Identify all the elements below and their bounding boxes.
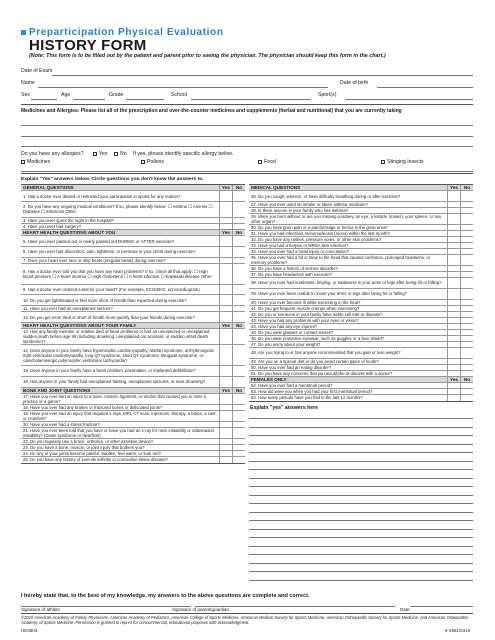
question-text: 14. Does anyone in your family have hypertrophic cardiomyopathy, Marfan syndrome, arrhythmogenic right ventricular cardiomyopathy, long QT syndrome, short QT syndrome, Brugada syndrome, or catecholaminergic polymorphic ventricular tachycardia? bbox=[23, 347, 215, 363]
no-column-header: No bbox=[232, 388, 245, 393]
yes-answer-cell[interactable] bbox=[447, 231, 460, 236]
date-of-exam-label: Date of Exam bbox=[21, 68, 53, 74]
yes-answer-cell[interactable] bbox=[447, 342, 460, 347]
yes-answer-cell[interactable] bbox=[219, 405, 232, 410]
yes-answer-cell[interactable] bbox=[219, 439, 232, 444]
no-answer-cell[interactable] bbox=[460, 208, 473, 213]
explain-line[interactable] bbox=[249, 478, 473, 479]
no-answer-cell[interactable] bbox=[232, 306, 245, 311]
yes-answer-cell[interactable] bbox=[219, 202, 232, 217]
allergies-yes-checkbox[interactable] bbox=[93, 152, 97, 156]
allergy-option-food[interactable] bbox=[258, 159, 276, 165]
question-text: 15. Does anyone in your family have a heart problem, pacemaker, or implanted defibrillator? bbox=[23, 368, 196, 374]
no-answer-cell[interactable] bbox=[460, 289, 473, 299]
question-text: 19. Have you ever had an injury that required x-rays, MRI, CT scan, injections, therapy, a brace, a cast, or crutches? bbox=[23, 410, 217, 421]
explain-line[interactable] bbox=[249, 435, 473, 436]
sports-label: Sport(s) bbox=[318, 92, 337, 98]
question-row bbox=[21, 377, 245, 388]
explain-line[interactable] bbox=[249, 512, 473, 513]
question-text: 7. Does your heart ever race or skip beats (irregular beats) during exercise? bbox=[23, 257, 166, 263]
medicines-section bbox=[21, 104, 473, 174]
no-answer-cell[interactable] bbox=[232, 224, 245, 229]
question-text: 32. Do you have any rashes, pressure sores, or other skin problems? bbox=[251, 236, 382, 242]
question-text: 31. Have you had infectious mononucleosis (mono) within the last month? bbox=[251, 230, 390, 236]
section-title: BONE AND JOINT QUESTIONS bbox=[23, 387, 91, 393]
no-answer-cell[interactable] bbox=[232, 236, 245, 246]
footer-divider bbox=[21, 613, 473, 614]
allergy-option-pollens[interactable] bbox=[141, 159, 164, 165]
form-note: (Note: This form is to be filled out by the patient and parent prior to seeing the physician. The physician should keep this form in the chart.) bbox=[29, 53, 386, 59]
no-answer-cell[interactable] bbox=[232, 422, 245, 427]
date-of-exam-field[interactable] bbox=[52, 75, 473, 76]
question-row bbox=[249, 191, 473, 202]
question-text: 36. Do you have a history of seizure disorder? bbox=[251, 265, 338, 271]
question-text: 21. Have you ever been told that you have or have you had an x-ray for neck instability or atlantoaxial instability? (Down syndrome or dwarfism) bbox=[23, 427, 214, 438]
no-answer-cell[interactable] bbox=[232, 312, 245, 322]
yes-answer-cell[interactable] bbox=[447, 306, 460, 311]
form-subtitle: Preparticipation Physical Evaluation bbox=[29, 27, 224, 38]
question-text: 4. Have you ever had surgery? bbox=[23, 223, 82, 229]
yes-answer-cell[interactable] bbox=[219, 345, 232, 365]
sex-label: Sex bbox=[21, 92, 30, 98]
question-row bbox=[21, 411, 245, 422]
yes-answer-cell[interactable] bbox=[219, 218, 232, 223]
right-questions-table bbox=[249, 184, 473, 402]
yes-answer-cell[interactable] bbox=[219, 329, 232, 344]
no-answer-cell[interactable] bbox=[460, 395, 473, 401]
explain-line[interactable] bbox=[249, 486, 473, 487]
question-text: 52. Have you ever had a menstrual period? bbox=[251, 382, 333, 388]
yes-answer-cell[interactable] bbox=[219, 285, 232, 295]
no-answer-cell[interactable] bbox=[460, 237, 473, 242]
age-field[interactable] bbox=[73, 99, 105, 100]
question-text: 8. Has a doctor ever told you that you have any heart problems? If so, check all that apply: ☐ High blood pressure ☐ A heart murmur ☐ High cholesterol ☐ A heart infection ☐ Kawasaki disease Other: bbox=[23, 268, 213, 279]
allergy-medicines-checkbox[interactable] bbox=[21, 160, 25, 164]
no-answer-cell[interactable] bbox=[460, 214, 473, 224]
yes-answer-cell[interactable] bbox=[219, 428, 232, 438]
form-code-right: 9-2681/0410 bbox=[445, 628, 471, 633]
school-label: School bbox=[171, 92, 187, 98]
explain-line[interactable] bbox=[249, 427, 473, 428]
question-text: 37. Do you have headaches with exercise? bbox=[251, 271, 333, 277]
question-row bbox=[21, 236, 245, 247]
question-text: 40. Have you ever become ill while exercising in the heat? bbox=[251, 299, 361, 305]
no-answer-cell[interactable] bbox=[232, 439, 245, 444]
question-text: 45. Do you wear glasses or contact lenses? bbox=[251, 329, 334, 335]
question-text: 49. Are you on a special diet or do you avoid certain types of foods? bbox=[251, 358, 379, 364]
grade-field[interactable] bbox=[126, 99, 164, 100]
yes-answer-cell[interactable] bbox=[447, 255, 460, 265]
no-answer-cell[interactable] bbox=[460, 383, 473, 388]
question-text: 33. Have you had a herpes or MRSA skin infection? bbox=[251, 242, 349, 248]
no-answer-cell[interactable] bbox=[232, 366, 245, 376]
no-answer-cell[interactable] bbox=[460, 342, 473, 347]
yes-answer-cell[interactable] bbox=[447, 202, 460, 207]
no-answer-cell[interactable] bbox=[460, 306, 473, 311]
question-row bbox=[21, 285, 245, 296]
yes-answer-cell[interactable] bbox=[219, 394, 232, 404]
yes-column-header: Yes bbox=[219, 185, 232, 190]
question-text: 50. Have you ever had an eating disorder? bbox=[251, 364, 332, 370]
no-answer-cell[interactable] bbox=[232, 377, 245, 387]
question-row bbox=[249, 289, 473, 300]
no-answer-cell[interactable] bbox=[232, 445, 245, 450]
question-text: 20. Have you ever had a stress fracture? bbox=[23, 421, 100, 427]
question-text: 47. Do you worry about your weight? bbox=[251, 341, 321, 347]
question-row bbox=[21, 345, 245, 366]
no-answer-cell[interactable] bbox=[232, 202, 245, 217]
question-text: 48. Are you trying to or has anyone recommended that you gain or lose weight? bbox=[251, 350, 401, 356]
allergy-option-insects[interactable] bbox=[381, 159, 424, 165]
explain-line[interactable] bbox=[249, 546, 473, 547]
no-answer-cell[interactable] bbox=[232, 247, 245, 257]
question-text: 44. Have you had any eye injuries? bbox=[251, 323, 318, 329]
school-field[interactable] bbox=[191, 99, 311, 100]
question-row bbox=[21, 247, 245, 258]
no-answer-cell[interactable] bbox=[460, 365, 473, 370]
allergies-no-label: No bbox=[120, 151, 127, 157]
yes-answer-cell[interactable] bbox=[447, 208, 460, 213]
explain-line[interactable] bbox=[249, 554, 473, 555]
question-text: 24. Do any of your joints become painful, swollen, feel warm, or look red? bbox=[23, 450, 161, 456]
no-answer-cell[interactable] bbox=[232, 451, 245, 456]
no-answer-cell[interactable] bbox=[460, 300, 473, 305]
yes-answer-cell[interactable] bbox=[219, 422, 232, 427]
question-text: 27. Have you ever used an inhaler or taken asthma medicine? bbox=[251, 202, 368, 208]
question-text: 53. How old were you when you had your first menstrual period? bbox=[251, 388, 373, 394]
question-row bbox=[249, 255, 473, 266]
form-title: HISTORY FORM bbox=[29, 37, 147, 54]
instructions: Explain "Yes" answers below. Circle questions you don't know the answers to. bbox=[21, 177, 204, 182]
allergies-question: Do you have any allergies? bbox=[21, 151, 84, 157]
question-row bbox=[249, 348, 473, 359]
explain-line[interactable] bbox=[249, 495, 473, 496]
question-row bbox=[21, 428, 245, 439]
no-answer-cell[interactable] bbox=[232, 258, 245, 263]
yes-answer-cell[interactable] bbox=[219, 451, 232, 456]
no-answer-cell[interactable] bbox=[460, 266, 473, 271]
question-text: 35. Have you ever had a hit or blow to the head that caused confusion, prolonged headache, or memory problems? bbox=[251, 254, 431, 265]
no-answer-cell[interactable] bbox=[460, 371, 473, 376]
question-text: 3. Have you ever spent the night in the hospital? bbox=[23, 217, 114, 223]
question-row bbox=[21, 264, 245, 285]
yes-answer-cell[interactable] bbox=[447, 272, 460, 277]
question-row bbox=[21, 394, 245, 405]
yes-answer-cell[interactable] bbox=[447, 191, 460, 201]
question-text: 38. Have you ever had numbness, tingling, or weakness in your arms or legs after being hit or falling? bbox=[251, 280, 442, 286]
yes-answer-cell[interactable] bbox=[447, 371, 460, 376]
yes-answer-cell[interactable] bbox=[447, 365, 460, 370]
name-label: Name bbox=[21, 80, 35, 86]
yes-answer-cell[interactable] bbox=[447, 300, 460, 305]
allergies-line[interactable] bbox=[21, 171, 473, 172]
yes-answer-cell[interactable] bbox=[219, 236, 232, 246]
question-text: 2. Do you have any ongoing medical conditions? If so, please identify below: ☐ Asthma ☐ Anemia ☐ Diabetes ☐ Infections Other: bbox=[23, 204, 213, 215]
yes-answer-cell[interactable] bbox=[447, 330, 460, 335]
question-row bbox=[249, 395, 473, 401]
question-text: 18. Have you ever had any broken or fractured bones or dislocated joints? bbox=[23, 404, 163, 410]
allergy-option-medicines[interactable] bbox=[21, 159, 50, 165]
no-answer-cell[interactable] bbox=[460, 191, 473, 201]
sports-field[interactable] bbox=[345, 99, 473, 100]
no-answer-cell[interactable] bbox=[232, 191, 245, 201]
explain-line[interactable] bbox=[249, 418, 473, 419]
yes-answer-cell[interactable] bbox=[219, 191, 232, 201]
yes-answer-cell[interactable] bbox=[447, 389, 460, 394]
no-column-header: No bbox=[460, 185, 473, 190]
yes-answer-cell[interactable] bbox=[447, 348, 460, 358]
explain-line[interactable] bbox=[249, 520, 473, 521]
no-answer-cell[interactable] bbox=[460, 324, 473, 329]
question-row bbox=[21, 191, 245, 202]
question-row bbox=[21, 366, 245, 377]
age-label: Age bbox=[61, 92, 71, 98]
no-answer-cell[interactable] bbox=[232, 457, 245, 463]
yes-answer-cell[interactable] bbox=[447, 324, 460, 329]
allergy-food-checkbox[interactable] bbox=[258, 160, 262, 164]
yes-answer-cell[interactable] bbox=[219, 377, 232, 387]
explain-line[interactable] bbox=[249, 503, 473, 504]
allergy-pollens-label: Pollens bbox=[147, 159, 165, 165]
question-text: 29. Were you born without or are you missing a kidney, an eye, a testicle (males), your spleen, or any other organ? bbox=[251, 214, 442, 225]
no-column-header: No bbox=[232, 323, 245, 328]
no-column-header: No bbox=[232, 185, 245, 190]
question-text: 11. Have you ever had an unexplained seizure? bbox=[23, 306, 113, 312]
yes-answer-cell[interactable] bbox=[219, 295, 232, 305]
yes-answer-cell[interactable] bbox=[447, 383, 460, 388]
allergies-identify: If yes, please identify specific allergy below. bbox=[133, 151, 234, 157]
section-title: HEART HEALTH QUESTIONS ABOUT YOUR FAMILY bbox=[23, 323, 137, 329]
no-answer-cell[interactable] bbox=[232, 411, 245, 421]
no-answer-cell[interactable] bbox=[460, 348, 473, 358]
question-text: 28. Is there anyone in your family who has asthma? bbox=[251, 208, 349, 214]
date-label: Date bbox=[400, 607, 410, 612]
medicines-prompt: Medicines and Allergies: Please list all of the prescription and over-the-counter medicines and supplements (herbal and nutritional) that you are currently taking bbox=[21, 108, 402, 114]
allergies-yes[interactable] bbox=[93, 151, 107, 157]
yes-answer-cell[interactable] bbox=[447, 395, 460, 401]
yes-column-header: Yes bbox=[219, 230, 232, 235]
yes-answer-cell[interactable] bbox=[447, 243, 460, 248]
no-answer-cell[interactable] bbox=[460, 272, 473, 277]
question-row bbox=[21, 312, 245, 323]
no-answer-cell[interactable] bbox=[460, 336, 473, 341]
question-text: 42. Do you or someone in your family have sickle cell trait or disease? bbox=[251, 311, 383, 317]
question-row bbox=[21, 329, 245, 345]
explain-line[interactable] bbox=[249, 444, 473, 445]
certification-statement: I hereby state that, to the best of my knowledge, my answers to the above questions are complete and correct. bbox=[21, 593, 310, 599]
yes-answer-cell[interactable] bbox=[219, 312, 232, 322]
medicines-line-2[interactable] bbox=[21, 136, 473, 137]
no-column-header: No bbox=[232, 230, 245, 235]
explain-line[interactable] bbox=[249, 469, 473, 470]
question-row bbox=[21, 202, 245, 218]
no-column-header: No bbox=[460, 377, 473, 382]
question-text: 54. How many periods have you had in the last 12 months? bbox=[251, 395, 363, 401]
dob-label: Date of birth bbox=[340, 80, 369, 86]
allergy-food-label: Food bbox=[264, 159, 276, 165]
no-answer-cell[interactable] bbox=[232, 428, 245, 438]
explain-line[interactable] bbox=[249, 571, 473, 572]
yes-answer-cell[interactable] bbox=[447, 289, 460, 299]
yes-answer-cell[interactable] bbox=[447, 312, 460, 317]
question-row bbox=[21, 295, 245, 306]
question-text: 26. Do you cough, wheeze, or have difficulty breathing during or after exercise? bbox=[251, 193, 401, 199]
yes-column-header: Yes bbox=[219, 323, 232, 328]
explain-line[interactable] bbox=[249, 529, 473, 530]
question-text: 1. Has a doctor ever denied or restricted your participation in sports for any reason? bbox=[23, 193, 181, 199]
allergy-pollens-checkbox[interactable] bbox=[141, 160, 145, 164]
parent-signature-label: Signature of parent/guardian bbox=[172, 607, 230, 612]
question-text: 25. Do you have any history of juvenile arthritis or connective tissue disease? bbox=[23, 457, 169, 463]
date-field[interactable] bbox=[410, 606, 473, 607]
question-text: 46. Do you wear protective eyewear, such as goggles or a face shield? bbox=[251, 335, 385, 341]
allergy-insects-checkbox[interactable] bbox=[381, 160, 385, 164]
copyright-footer: ©2010 American Academy of Family Physicians, American Academy of Pediatrics, American College of Sports Medicine, American Medical Society for Sports Medicine, American Orthopaedic Society for Sports Medicine, and American Osteopathic Academy of Sports Medicine. Permission is granted to reprint for noncommercial, educational purposes with acknowledgment. bbox=[21, 615, 469, 625]
header-accent-square bbox=[21, 30, 26, 35]
question-text: 41. Do you get frequent muscle cramps when exercising? bbox=[251, 305, 360, 311]
explain-line[interactable] bbox=[249, 580, 473, 581]
section-title: HEART HEALTH QUESTIONS ABOUT YOU bbox=[23, 229, 116, 235]
question-text: 30. Do you have groin pain or a painful bulge or hernia in the groin area? bbox=[251, 224, 388, 230]
yes-column-header: Yes bbox=[447, 185, 460, 190]
no-answer-cell[interactable] bbox=[460, 202, 473, 207]
athlete-signature-label: Signature of athlete bbox=[21, 607, 61, 612]
question-text: 10. Do you get lightheaded or feel more short of breath than expected during exercise? bbox=[23, 297, 187, 303]
no-answer-cell[interactable] bbox=[460, 249, 473, 254]
explain-line[interactable] bbox=[249, 452, 473, 453]
explain-line[interactable] bbox=[249, 537, 473, 538]
question-text: 39. Have you ever been unable to move your arms or legs after being hit or falling? bbox=[251, 291, 407, 297]
yes-answer-cell[interactable] bbox=[219, 411, 232, 421]
yes-answer-cell[interactable] bbox=[219, 258, 232, 263]
form-code-left: HE0503 bbox=[21, 628, 38, 633]
question-text: 22. Do you regularly use a brace, orthotics, or other assistive device? bbox=[23, 438, 154, 444]
no-answer-cell[interactable] bbox=[460, 278, 473, 288]
no-answer-cell[interactable] bbox=[460, 330, 473, 335]
question-text: 43. Have you had any problems with your eyes or vision? bbox=[251, 317, 359, 323]
no-answer-cell[interactable] bbox=[232, 405, 245, 410]
no-answer-cell[interactable] bbox=[460, 225, 473, 230]
no-answer-cell[interactable] bbox=[232, 218, 245, 223]
allergy-insects-label: Stinging Insects bbox=[387, 159, 424, 165]
yes-answer-cell[interactable] bbox=[219, 457, 232, 463]
question-text: 16. Has anyone in your family had unexplained fainting, unexplained seizures, or near drowning? bbox=[23, 379, 206, 385]
allergy-medicines-label: Medicines bbox=[27, 159, 51, 165]
no-answer-cell[interactable] bbox=[460, 318, 473, 323]
no-answer-cell[interactable] bbox=[232, 264, 245, 284]
no-answer-cell[interactable] bbox=[460, 312, 473, 317]
no-answer-cell[interactable] bbox=[232, 329, 245, 344]
sex-field[interactable] bbox=[31, 99, 57, 100]
section-title: MEDICAL QUESTIONS bbox=[251, 185, 301, 191]
no-answer-cell[interactable] bbox=[460, 231, 473, 236]
yes-answer-cell[interactable] bbox=[219, 445, 232, 450]
no-answer-cell[interactable] bbox=[460, 389, 473, 394]
grade-label: Grade bbox=[109, 92, 124, 98]
explain-line[interactable] bbox=[249, 563, 473, 564]
yes-column-header: Yes bbox=[219, 388, 232, 393]
question-row bbox=[249, 278, 473, 289]
yes-answer-cell[interactable] bbox=[219, 247, 232, 257]
no-answer-cell[interactable] bbox=[232, 285, 245, 295]
question-row bbox=[21, 457, 245, 463]
question-text: 23. Do you have a bone, muscle, or joint injury that bothers you? bbox=[23, 444, 145, 450]
section-title: GENERAL QUESTIONS bbox=[23, 185, 74, 191]
yes-answer-cell[interactable] bbox=[219, 224, 232, 229]
explain-yes-label: Explain "yes" answers here bbox=[250, 405, 319, 411]
no-answer-cell[interactable] bbox=[460, 255, 473, 265]
question-text: 34. Have you ever had a head injury or concussion? bbox=[251, 248, 350, 254]
yes-answer-cell[interactable] bbox=[447, 249, 460, 254]
allergies-no[interactable] bbox=[114, 151, 127, 157]
no-answer-cell[interactable] bbox=[232, 295, 245, 305]
no-answer-cell[interactable] bbox=[232, 345, 245, 365]
yes-answer-cell[interactable] bbox=[219, 264, 232, 284]
yes-answer-cell[interactable] bbox=[447, 359, 460, 364]
question-text: 5. Have you ever passed out or nearly passed out DURING or AFTER exercise? bbox=[23, 238, 174, 244]
dob-field[interactable] bbox=[377, 87, 473, 88]
yes-answer-cell[interactable] bbox=[447, 214, 460, 224]
question-text: 51. Do you have any concerns that you would like to discuss with a doctor? bbox=[251, 370, 393, 376]
yes-answer-cell[interactable] bbox=[447, 278, 460, 288]
question-text: 9. Has a doctor ever ordered a test for your heart? (For example, ECG/EKG, echocardiogram) bbox=[23, 286, 200, 292]
no-answer-cell[interactable] bbox=[460, 243, 473, 248]
yes-answer-cell[interactable] bbox=[447, 318, 460, 323]
allergies-yes-label: Yes bbox=[99, 151, 108, 157]
medicines-line-3[interactable] bbox=[21, 146, 473, 147]
yes-answer-cell[interactable] bbox=[219, 366, 232, 376]
yes-answer-cell[interactable] bbox=[219, 306, 232, 311]
no-answer-cell[interactable] bbox=[460, 359, 473, 364]
left-questions-table bbox=[21, 184, 245, 464]
yes-column-header: Yes bbox=[447, 377, 460, 382]
question-text: 12. Do you get more tired or short of breath more quickly than your friends during exercise? bbox=[23, 314, 195, 320]
yes-answer-cell[interactable] bbox=[447, 336, 460, 341]
question-row bbox=[249, 214, 473, 225]
name-field[interactable] bbox=[38, 87, 328, 88]
question-text: 13. Has any family member or relative died of heart problems or had an unexpected or unexplained sudden death before age 50 (including drowning, unexplained car accident, or sudden infant death syndrome)? bbox=[23, 329, 210, 345]
yes-answer-cell[interactable] bbox=[447, 266, 460, 271]
section-title: FEMALES ONLY bbox=[251, 376, 287, 382]
medicines-line-1[interactable] bbox=[21, 125, 473, 126]
no-answer-cell[interactable] bbox=[232, 394, 245, 404]
yes-answer-cell[interactable] bbox=[447, 237, 460, 242]
explain-line[interactable] bbox=[249, 461, 473, 462]
allergies-no-checkbox[interactable] bbox=[114, 152, 118, 156]
question-text: 6. Have you ever had discomfort, pain, tightness, or pressure in your chest during exercise? bbox=[23, 249, 196, 255]
question-text: 17. Have you ever had an injury to a bone, muscle, ligament, or tendon that caused you to miss a practice or a game? bbox=[23, 393, 206, 404]
yes-answer-cell[interactable] bbox=[447, 225, 460, 230]
